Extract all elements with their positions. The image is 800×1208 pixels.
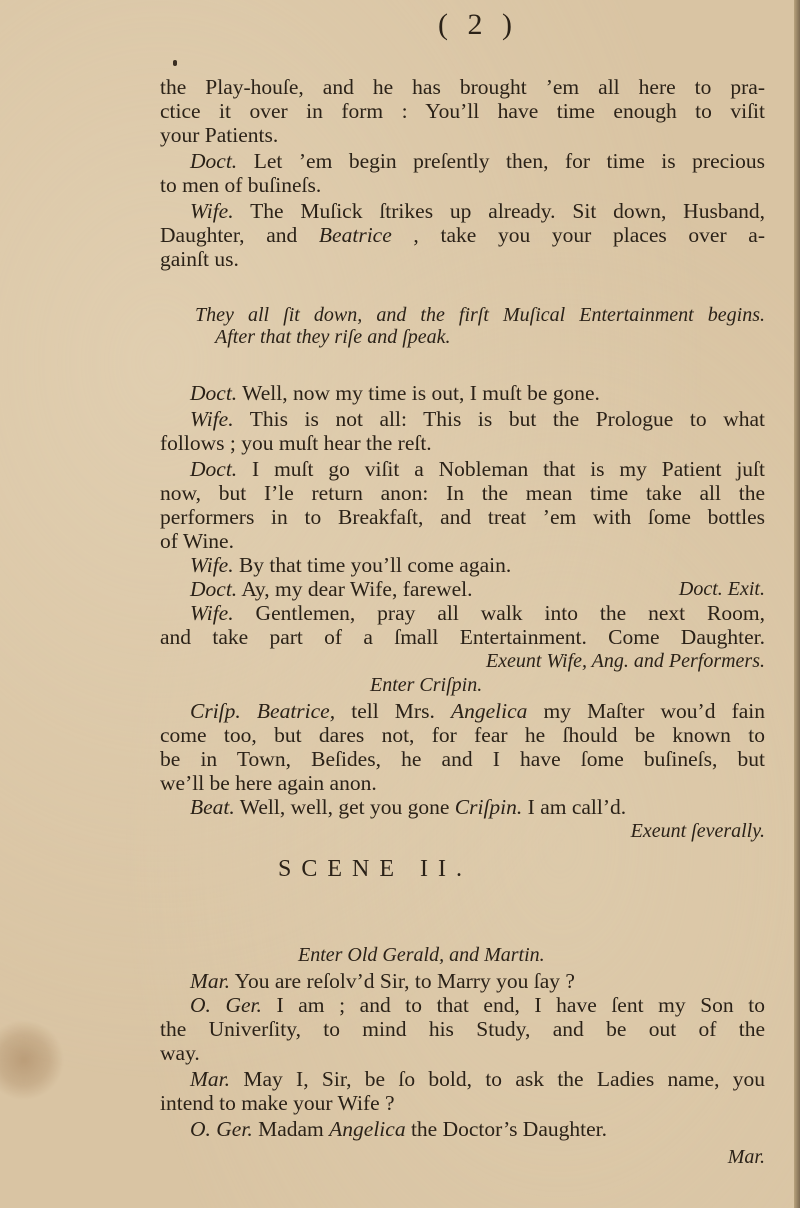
page-number: ( 2 ) [438,8,518,41]
dialogue-line: Wife. Gentlemen, pray all walk into the next Room, [190,601,765,625]
speaker-label: Wife. [190,601,234,625]
speaker-label: Doct. [190,577,238,601]
text-line: now, but I’le return anon: In the mean time take all the [160,481,765,505]
character-name: Beatrice [318,223,392,247]
catchword: Mar. [727,1146,765,1168]
text-line: be in Town, Beſides, he and I have ſome buſineſs, but [160,747,765,771]
speaker-label: Mar. [190,1067,231,1091]
stage-direction: Enter Old Gerald, and Martin. [298,944,545,966]
speaker-label: Wife. [190,553,234,577]
dialogue-line: O. Ger. I am ; and to that end, I have ſent my Son to [190,993,765,1017]
stage-direction: Exeunt Wife, Ang. and Performers. [485,650,765,672]
text-line: the Play-houſe, and he has brought ’em all here to pra- [160,75,765,99]
speaker-label: Doct. [190,149,238,173]
dialogue-line: Mar. You are reſolv’d Sir, to Marry you ſay ? [190,969,575,993]
dialogue-line: Wife. The Muſick ſtrikes up already. Sit down, Husband, [190,199,765,223]
dialogue-line: Wife. This is not all: This is but the Prologue to what [190,407,765,431]
character-name: Angelica [450,699,528,723]
stage-direction-exit: Doct. Exit. [678,578,765,600]
speaker-label: O. Ger. [190,993,262,1017]
text-line: intend to make your Wife ? [160,1091,395,1115]
text-line: the Univerſity, to mind his Study, and be out of the [160,1017,765,1041]
text-line: performers in to Breakfaſt, and treat ’em with ſome bottles [160,505,765,529]
scene-heading: SCENE II. [278,856,472,882]
text-line: ctice it over in form : You’ll have time enough to viſit [160,99,765,123]
page-gutter-shadow [794,0,800,1208]
speaker-label: O. Ger. [190,1117,253,1141]
dialogue-line: Beat. Well, well, get you gone Criſpin. I am call’d. [190,795,627,819]
character-name: Angelica [329,1117,406,1141]
dialogue-line: Doct. Well, now my time is out, I muſt be gone. [190,381,600,405]
character-name: Criſpin. [454,795,523,819]
stage-direction: They all ſit down, and the firſt Muſical Entertainment begins. [195,304,765,326]
speaker-label: Wife. [190,199,234,223]
speaker-label: Doct. [190,457,238,481]
stage-direction: Exeunt ſeverally. [630,820,765,842]
speaker-label: Beat. [190,795,235,819]
text-line: follows ; you muſt hear the reſt. [160,431,432,455]
dialogue-line: Mar. May I, Sir, be ſo bold, to ask the Ladies name, you [190,1067,765,1091]
dialogue-line: Doct. I muſt go viſit a Nobleman that is my Patient juſt [190,457,765,481]
stage-direction: Enter Criſpin. [370,674,483,696]
text-line: way. [160,1041,200,1065]
speaker-label: Doct. [190,381,238,405]
text-line: and take part of a ſmall Entertainment. Come Daughter. [160,625,765,649]
speaker-label: Criſp. Beatrice, [190,699,336,723]
text-line: we’ll be here again anon. [160,771,377,795]
text-line: come too, but dares not, for fear he ſhould be known to [160,723,765,747]
speaker-label: Wife. [190,407,234,431]
speaker-label: Mar. [190,969,231,993]
text-line: your Patients. [160,123,279,147]
dialogue-line: Criſp. Beatrice, tell Mrs. Angelica my Maſter wou’d fain [190,699,765,723]
dialogue-line: O. Ger. Madam Angelica the Doctor’s Daughter. [190,1117,607,1141]
text-line: gainſt us. [160,247,239,271]
text-line: Daughter, and Beatrice , take you your places over a- [160,223,765,247]
text-line: of Wine. [160,529,234,553]
ink-speck [173,60,177,66]
dialogue-line: Doct. Ay, my dear Wife, farewel. [190,577,473,601]
dialogue-line: Wife. By that time you’ll come again. [190,553,512,577]
stage-direction: After that they riſe and ſpeak. [215,326,451,348]
text-line: to men of buſineſs. [160,173,322,197]
dialogue-line: Doct. Let ’em begin preſently then, for time is precious [190,149,765,173]
